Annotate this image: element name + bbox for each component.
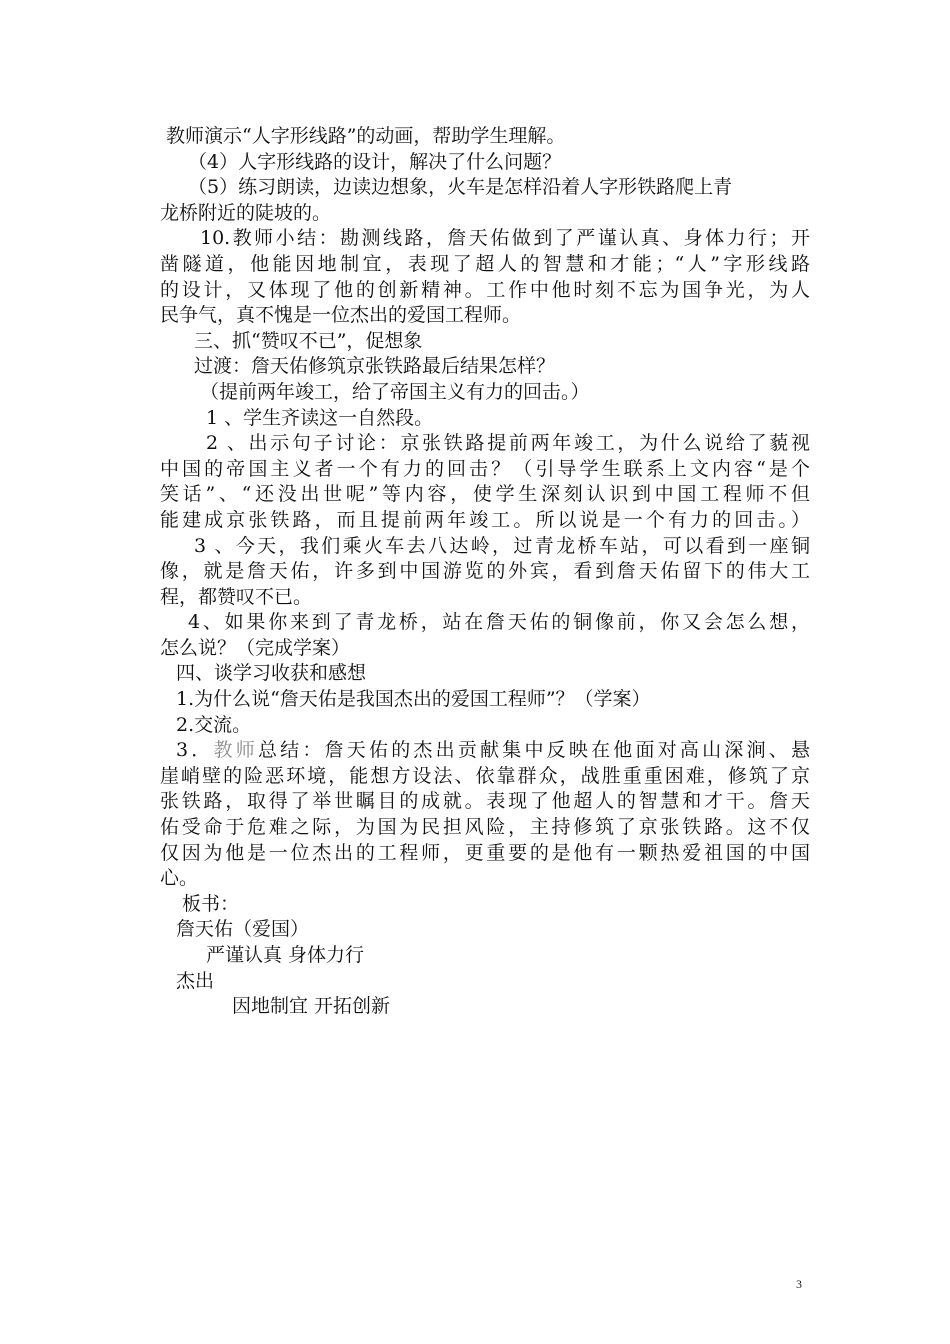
text-line	[160, 610, 810, 636]
text-line	[160, 124, 810, 150]
line-text: 崖峭壁的险恶环境，能想方设法、依靠群众，战胜重重困难，修筑了京	[160, 764, 810, 787]
text-line	[160, 150, 810, 176]
text-line	[160, 559, 810, 585]
line-text: 詹天佑（爱国）	[176, 918, 310, 941]
line-text: （4）人字形线路的设计，解决了什么问题？	[188, 150, 562, 173]
line-text: 杰出	[176, 969, 215, 992]
text-line	[160, 687, 810, 713]
text-line	[160, 175, 810, 201]
text-line	[160, 482, 810, 508]
page-number: 3	[796, 1277, 802, 1291]
text-line	[160, 534, 810, 560]
line-text: 仅因为他是一位杰出的工程师，更重要的是他有一颗热爱祖国的中国	[160, 841, 810, 864]
line-text: 4、如果你来到了青龙桥，站在詹天佑的铜像前，你又会怎么想，	[188, 611, 810, 634]
text-line	[160, 815, 810, 841]
line-text: 笑话”、“还没出世呢”等内容，使学生深刻认识到中国工程师不但	[160, 483, 810, 506]
line-text: 教师演示“人字形线路”的动画，帮助学生理解。	[166, 125, 566, 147]
line-text: （提前两年竣工，给了帝国主义有力的回击。）	[200, 380, 590, 403]
text-line	[160, 585, 810, 611]
line-text: 1.为什么说“詹天佑是我国杰出的爱国工程师”？（学案）	[176, 688, 651, 711]
line-text: 凿隧道，他能因地制宜，表现了超人的智慧和才能；“人”字形线路	[160, 252, 810, 275]
line-text: 龙桥附近的陡坡的。	[160, 201, 332, 224]
line-text: 的设计，又体现了他的创新精神。工作中他时刻不忘为国争光，为人	[160, 278, 810, 301]
text-line	[160, 457, 810, 483]
text-line	[160, 764, 810, 790]
line-text: 民争气，真不愧是一位杰出的爱国工程师。	[160, 304, 522, 327]
line-text: 三、抓“赞叹不已”，促想象	[194, 329, 423, 352]
text-line	[160, 226, 810, 252]
line-text: 佑受命于危难之际，为国为民担风险，主持修筑了京张铁路。这不仅	[160, 816, 810, 839]
text-line	[160, 380, 810, 406]
text-line	[160, 917, 810, 943]
highlighted-word: 教师	[213, 739, 258, 762]
text-line	[160, 866, 810, 892]
text-line	[160, 841, 810, 867]
line-text: 像，就是詹天佑，许多到中国游览的外宾，看到詹天佑留下的伟大工	[160, 560, 810, 583]
text-line	[160, 201, 810, 227]
text-line	[160, 994, 810, 1020]
line-text: 过渡：詹天佑修筑京张铁路最后结果怎样？	[194, 355, 556, 378]
text-line	[160, 969, 810, 995]
line-text: 能建成京张铁路，而且提前两年竣工。所以说是一个有力的回击。）	[160, 508, 810, 531]
line-text: 严谨认真 身体力行	[206, 944, 365, 966]
text-line	[160, 713, 810, 739]
text-line	[160, 329, 810, 355]
line-text: 总结：詹天佑的杰出贡献集中反映在他面对高山深涧、悬	[257, 739, 810, 762]
text-line	[160, 892, 810, 918]
line-text: 中国的帝国主义者一个有力的回击？（引导学生联系上文内容“是个	[160, 457, 810, 480]
text-line	[160, 431, 810, 457]
line-text: 2.交流。	[176, 713, 252, 736]
line-text: 因地制宜 开拓创新	[232, 995, 391, 1018]
document-body	[160, 124, 810, 1020]
line-text: 张铁路，取得了举世瞩目的成就。表现了他超人的智慧和才干。詹天	[160, 790, 810, 813]
text-line	[160, 278, 810, 304]
text-line	[160, 354, 810, 380]
list-number: 3．	[176, 739, 214, 762]
line-text: 心。	[160, 867, 199, 890]
text-line	[160, 252, 810, 278]
text-line	[160, 789, 810, 815]
line-text: 程，都赞叹不已。	[160, 585, 313, 608]
text-line	[160, 303, 810, 329]
text-line	[160, 738, 810, 764]
line-text: 四、谈学习收获和感想	[176, 662, 367, 685]
text-line	[160, 661, 810, 687]
text-line	[160, 943, 810, 969]
line-text: 1 、学生齐读这一自然段。	[206, 406, 434, 429]
line-text: 2 、出示句子讨论：京张铁路提前两年竣工，为什么说给了藐视	[206, 432, 810, 455]
text-line	[160, 406, 810, 432]
line-text: （5）练习朗读，边读边想象，火车是怎样沿着人字形铁路爬上青	[188, 176, 733, 199]
text-line	[160, 508, 810, 534]
line-text: 3 、今天，我们乘火车去八达岭，过青龙桥车站，可以看到一座铜	[194, 534, 810, 557]
text-line	[160, 636, 810, 662]
line-text: 10.教师小结：勘测线路，詹天佑做到了严谨认真、身体力行；开	[200, 227, 810, 250]
line-text: 怎么说？（完成学案）	[160, 636, 351, 659]
line-text: 板书：	[182, 892, 240, 915]
